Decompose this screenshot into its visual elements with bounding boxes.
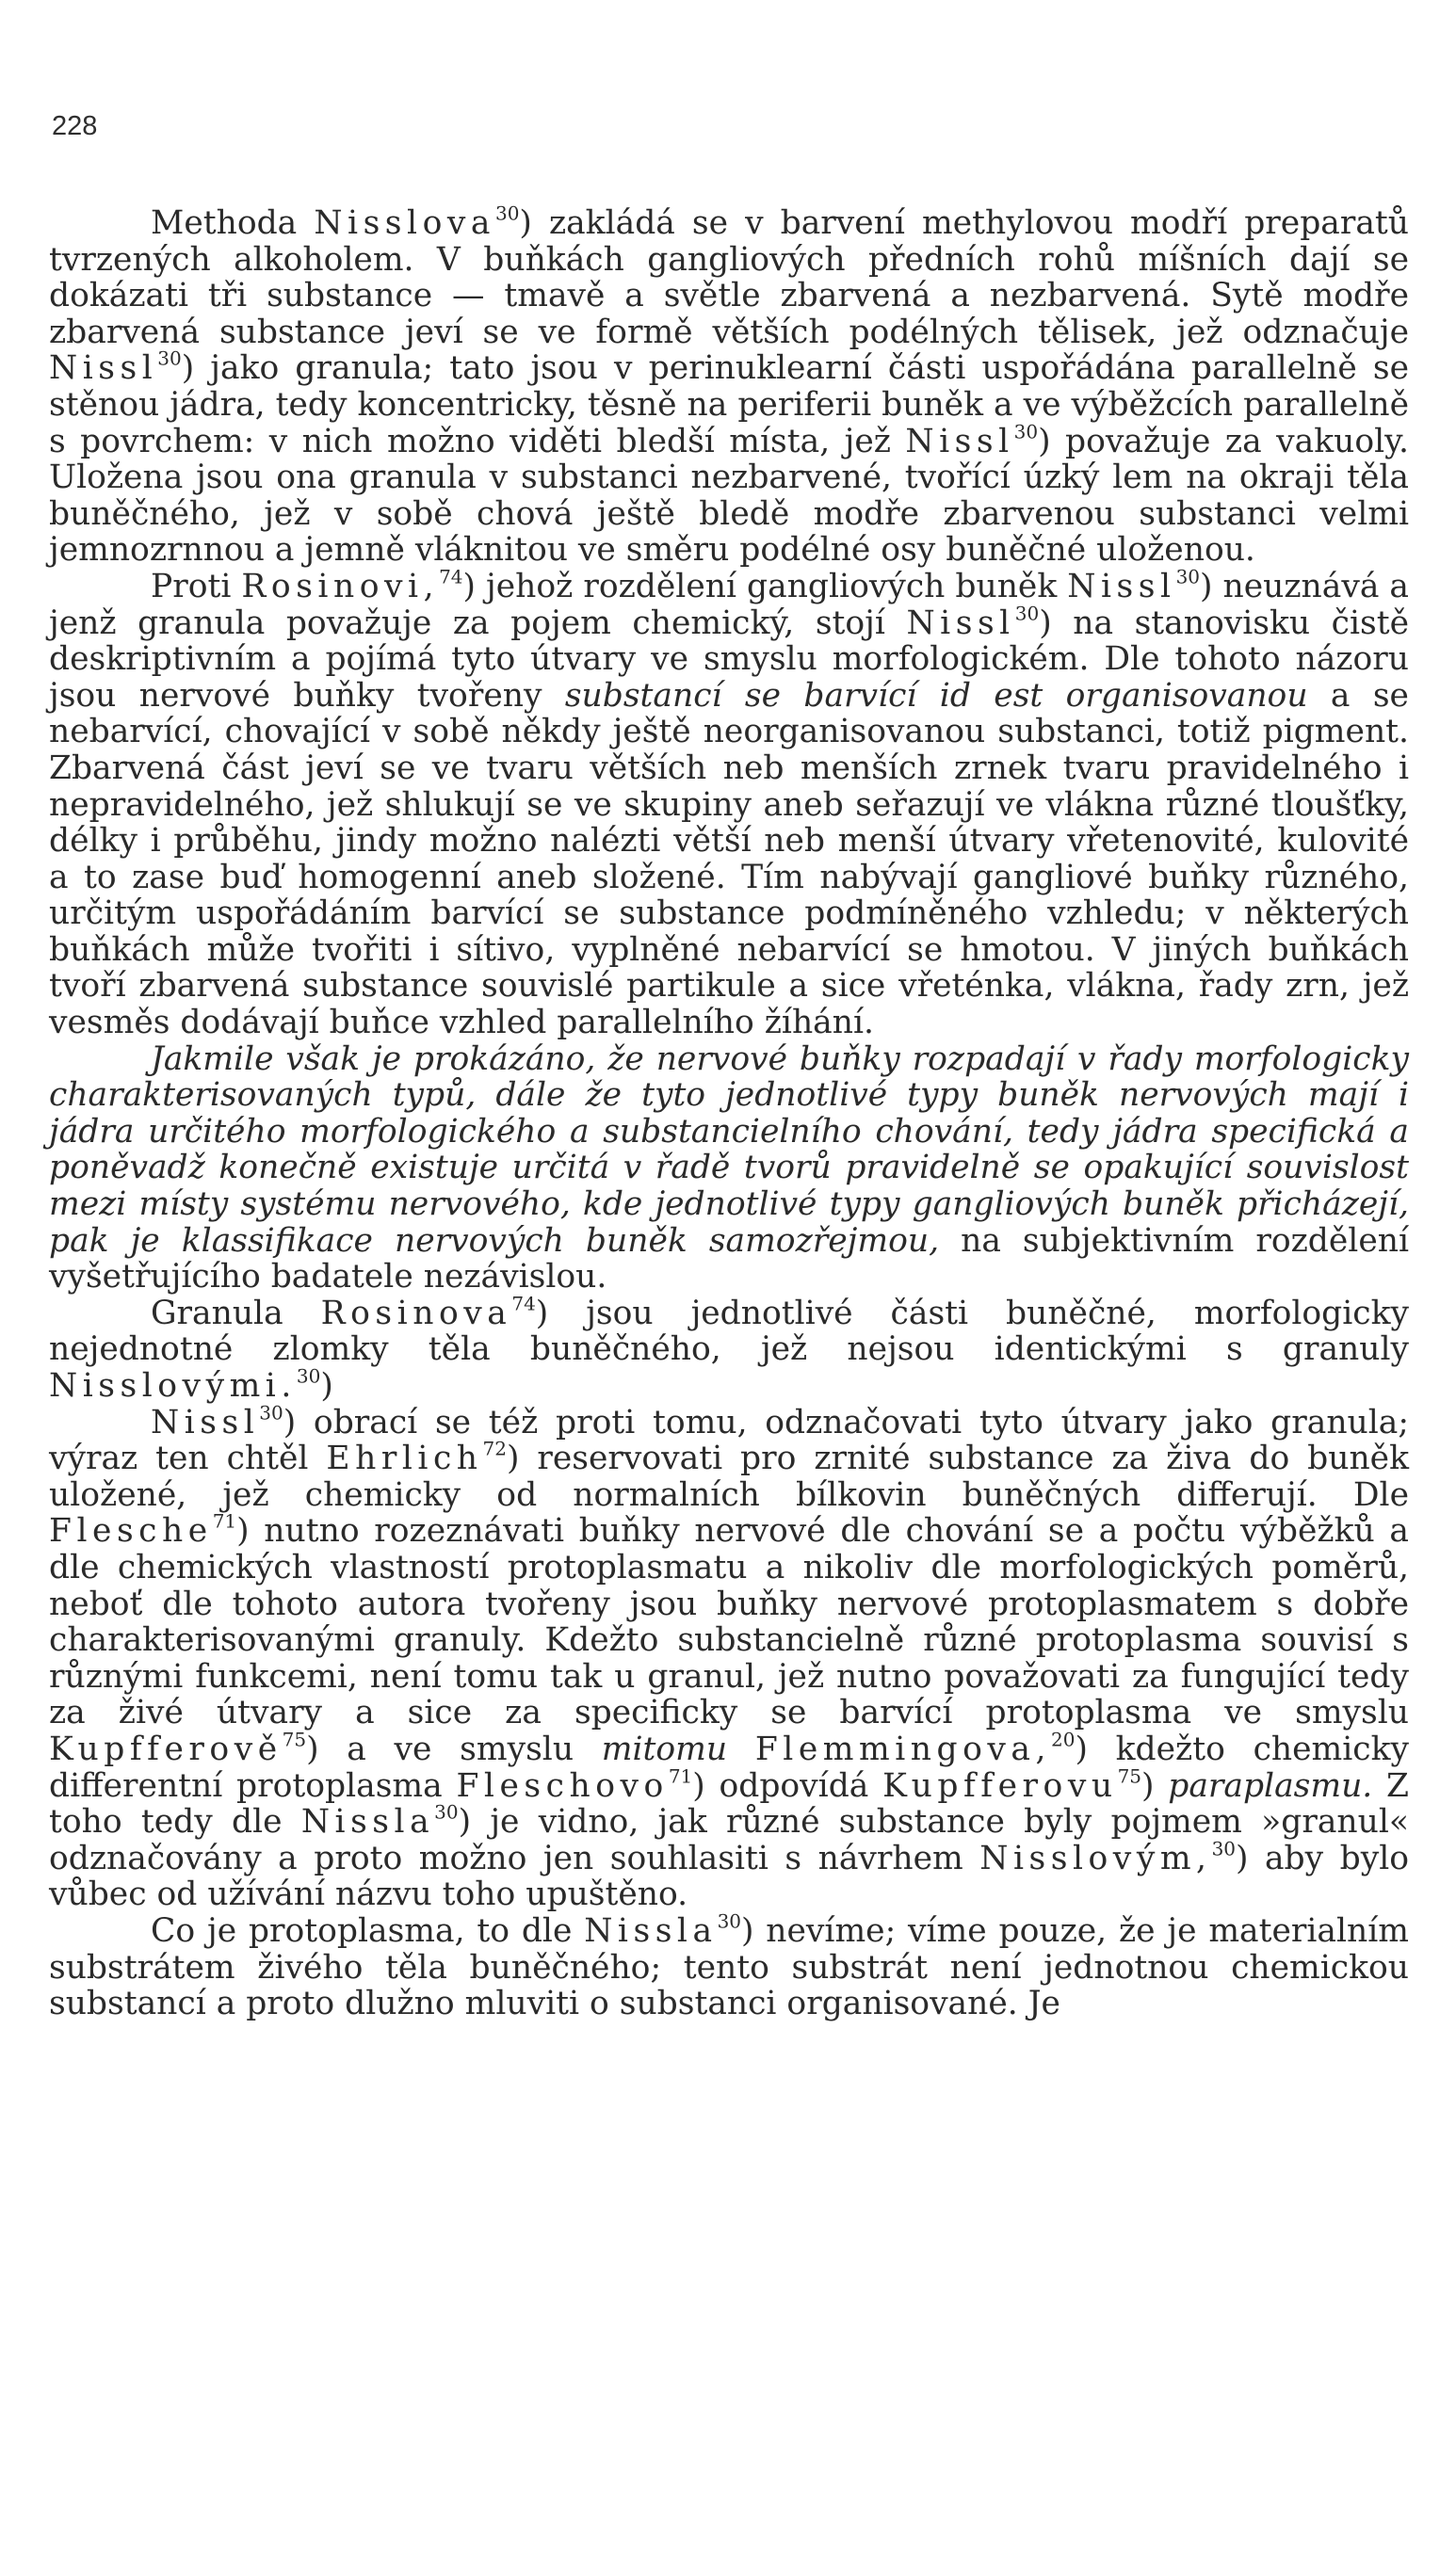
footnote-ref: 30: [494, 201, 520, 225]
text-run: Z toho tedy dle: [49, 1766, 1409, 1842]
paragraph-5: [49, 1401, 1410, 1914]
text-run: ): [320, 1367, 333, 1405]
emphasis-text: mitomu: [601, 1730, 728, 1768]
page-number: 228: [52, 111, 98, 141]
author-name: Rosinovi,: [241, 567, 440, 605]
author-name: Fleschovo: [456, 1766, 669, 1805]
footnote-ref: 30: [296, 1364, 321, 1388]
footnote-ref: 30: [1211, 1837, 1237, 1860]
text-run: ) obrací se též proti tomu, odznačovati tyto útvary jako granula; výraz ten chtěl: [49, 1403, 1409, 1478]
footnote-ref: 30: [1175, 565, 1201, 588]
footnote-ref: 71: [668, 1764, 693, 1788]
footnote-ref: 75: [1117, 1764, 1142, 1788]
text-run: ) považuje za vakuoly. Uložena jsou ona granula v substanci nezbarvené, tvořící úzký lem na okraji těla buněčného, jež v sobě chová ještě bledě modře zbarvenou substanci velmi jemnozrnnou a jemně vláknitou ve směru podélné osy buněčné uloženou.: [49, 422, 1409, 570]
footnote-ref: 30: [157, 346, 182, 370]
author-name: Kupfferovu: [882, 1766, 1118, 1805]
body-text: [49, 201, 1410, 2023]
text-run: Proti: [151, 567, 232, 605]
footnote-ref: 30: [717, 1909, 742, 1933]
paragraph-2: [49, 565, 1410, 1042]
text-run: ) jehož rozdělení gangliových buněk: [462, 567, 1058, 605]
author-name: Nisslova: [314, 204, 495, 242]
author-name: Flesche: [49, 1512, 213, 1551]
paragraph-4: [49, 1292, 1410, 1405]
emphasis-text: paraplasmu.: [1168, 1766, 1373, 1805]
text-run: ) nevíme; víme pouze, že je materialním substrátem živého těla buněčného; tento substrát není jednotnou chemickou substancí a proto dlužno mluviti o substanci organisované. Je: [49, 1911, 1409, 2023]
author-name: Flemmingova,: [754, 1730, 1052, 1768]
text-run: ) na stanovisku čistě deskriptivním a pojímá tyto útvary ve smyslu morfologickém. Dle tohoto názoru jsou nervové buňky tvořeny: [49, 604, 1409, 715]
text-run: ): [1141, 1766, 1155, 1805]
author-name: Nissl: [49, 349, 158, 388]
author-name: Nissl: [1067, 567, 1176, 605]
text-run: ) reservovati pro zrnité substance za živa do buněk uložené, jež chemicky od normalních bílkovin buněčných differují. Dle: [49, 1440, 1409, 1514]
author-name: Nissla: [584, 1911, 718, 1950]
footnote-ref: 71: [212, 1509, 237, 1533]
text-run: Co je protoplasma, to dle: [151, 1911, 573, 1950]
text-run: na subjektivním rozdělení vyšetřujícího badatele nezávislou.: [49, 1221, 1409, 1296]
text-run: ) aby bylo vůbec od užívání názvu toho upuštěno.: [49, 1839, 1410, 1914]
footnote-ref: 75: [282, 1728, 307, 1751]
text-run: ) a ve smyslu: [306, 1730, 574, 1768]
footnote-ref: 30: [1014, 602, 1040, 625]
text-run: ) kdežto chemicky differentní protoplasma: [49, 1730, 1409, 1805]
author-name: Nissl: [906, 604, 1015, 642]
author-name: Nisslovým,: [979, 1839, 1212, 1877]
emphasis-text: Jakmile však je prokázáno, že nervové buňky rozpadají v řady morfologicky charakterisovaných typů, dále že tyto jednotlivé typy buněk nervových mají i jádra určitého morfologického a substancielního chování, tedy jádra specifická a poněvadž konečně existuje určitá v řadě tvorů pravidelně se opakující souvislost mezi místy systému nervového, kde jednotlivé typy gangliových buněk přicházejí, pak je klassifikace nervových buněk samozřejmou,: [49, 1039, 1409, 1260]
author-name: Nisslovými.: [49, 1367, 297, 1405]
text-run: ) jako granula; tato jsou v perinuklearní části uspořádána parallelně se stěnou jádra, tedy koncentricky, těsně na periferii buněk a ve výběžcích parallelně s povrchem: v nich možno viděti bledší místa, jež: [49, 349, 1409, 460]
author-name: Nissl: [905, 422, 1014, 460]
text-run: ) nutno rozeznávati buňky nervové dle chování se a počtu výběžků a dle chemických vlastností protoplasmatu a nikoliv dle morfologických poměrů, neboť dle tohoto autora tvořeny jsou buňky nervové protoplasmatem s dobře charakterisovanými granuly. Kdežto substancielně různé protoplasma souvisí s různými funkcemi, není tomu tak u granul, jež nutno považovati za fungující tedy za živé útvary a sice za specificky se barvící protoplasma ve smyslu: [49, 1512, 1409, 1732]
paragraph-3: [49, 1041, 1409, 1296]
text-run: Methoda: [151, 204, 298, 242]
paragraph-1: [49, 201, 1409, 570]
text-run: ) odpovídá: [692, 1766, 869, 1805]
author-name: Nissla: [300, 1803, 435, 1842]
author-name: Ehrlich: [326, 1440, 483, 1478]
footnote-ref: 30: [434, 1800, 459, 1824]
text-run: ) je vidno, jak různé substance byly pojmem »granul« odznačovány a proto možno jen souhlasiti s návrhem: [49, 1803, 1409, 1877]
footnote-ref: 74: [439, 565, 463, 588]
paragraph-6: [49, 1909, 1409, 2023]
text-run: ) zakládá se v barvení methylovou modří preparatů tvrzených alkoholem. V buňkách gangliových předních rohů míšních dají se dokázati tři substance — tmavě a světle zbarvená a nezbarvená. Sytě modře zbarvená substance jeví se ve formě větších podélných tělisek, jež odznačuje: [49, 204, 1409, 351]
footnote-ref: 20: [1051, 1728, 1076, 1751]
text-run: ) jsou jednotlivé části buněčné, morfologicky nejednotné zlomky těla buněčného, jež nejsou identickými s granuly: [49, 1294, 1410, 1369]
text-run: Granula: [151, 1294, 283, 1332]
footnote-ref: 74: [511, 1292, 536, 1315]
author-name: Rosinova: [320, 1294, 512, 1332]
author-name: Nissl: [151, 1403, 260, 1441]
footnote-ref: 30: [1013, 420, 1039, 443]
text-run: ) neuznává a jenž granula považuje za pojem chemický, stojí: [49, 567, 1410, 642]
footnote-ref: 72: [482, 1437, 507, 1460]
text-run: a se nebarvící, chovající v sobě někdy ještě neorganisovanou substanci, totiž pigment. Zbarvená část jeví se ve tvaru větších neb menších zrnek tvaru pravidelného i nepravidelného, jež shlukují se ve skupiny aneb seřazují ve vlákna různé tloušťky, délky i průběhu, jindy možno nalézti větší neb menší útvary vřetenovité, kulovité a to zase buď homogenní aneb složené. Tím nabývají gangliové buňky různého, určitým uspořádáním barvící se substance podmíněného vzhledu; v některých buňkách může tvořiti i sítivo, vyplněné nebarvící se hmotou. V jiných buňkách tvoří zbarvená substance souvislé partikule a sice vřeténka, vlákna, řady zrn, jež vesměs dodávají buňce vzhled parallelního žíhání.: [49, 676, 1409, 1042]
author-name: Kupfferově: [49, 1730, 283, 1768]
emphasis-text: substancí se barvící id est organisovanou: [564, 676, 1308, 715]
footnote-ref: 30: [259, 1401, 283, 1425]
